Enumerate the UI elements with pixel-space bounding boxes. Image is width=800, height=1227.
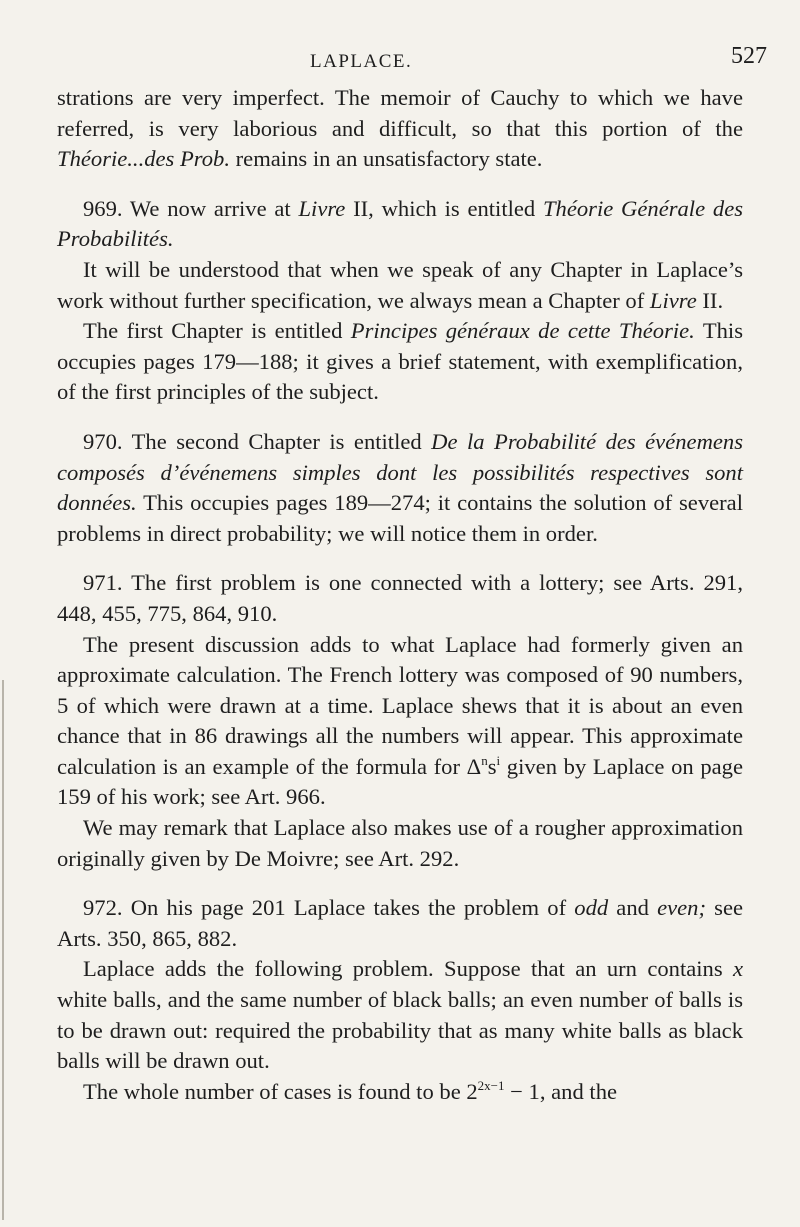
running-title: LAPLACE. xyxy=(310,51,413,72)
article-971: 971. The first problem is one connected with a lottery; see Arts. 291, 448, 455, 775, 864, 910. xyxy=(57,570,743,626)
paragraph-971-b: The present discussion adds to what Laplace had formerly given an approximate calculation. The French lottery was composed of 90 numbers, 5 of which were drawn at a time. Laplace shews that it is about an even chance that in 86 drawings all the numbers will appear. This approximate calculation is an example of the formula for $\Delta^ns^i$ given by Laplace on page 159 of his work; see Art. 966. xyxy=(57,631,744,810)
paragraph-969-c: The first Chapter is entitled Principes généraux de cette Théorie. This occupies pages 179—188; it gives a brief statement, with exemplification, of the first principles of the subject. xyxy=(57,318,743,405)
article-970: 970. The second Chapter is entitled De la Probabilité des événemens composés d’événemens simples dont les possibilités respectives sont données. This occupies pages 189—274; it contains the solution of several problems in direct probability; we will notice them in order. xyxy=(57,428,744,546)
page-number: 527 xyxy=(731,43,767,69)
article-number: 971. xyxy=(83,570,123,596)
body-text xyxy=(57,83,743,1107)
binding-edge-line xyxy=(2,680,4,1220)
article-number: 969. xyxy=(83,195,123,221)
article-969: 969. We now arrive at Livre II, which is entitled Théorie Générale des Probabilités. xyxy=(57,195,744,252)
running-head xyxy=(0,43,800,77)
paragraph-972-c: The whole number of cases is found to be $2^{2x-1} - 1$, and the xyxy=(83,1077,618,1104)
paragraph-971-c: We may remark that Laplace also makes use of a rougher approximation originally given by De Moivre; see Art. 292. xyxy=(57,815,743,871)
article-972: 972. On his page 201 Laplace takes the problem of odd and even; see Arts. 350, 865, 882. xyxy=(57,895,744,951)
paragraph-continued: strations are very imperfect. The memoir of Cauchy to which we have referred, is very laborious and difficult, so that this portion of the Théorie...des Prob. remains in an unsatisfactory state. xyxy=(57,85,743,172)
paragraph-969-b: It will be understood that when we speak of any Chapter in Laplace’s work without further specification, we always mean a Chapter of Livre II. xyxy=(57,256,743,313)
article-number: 970. xyxy=(83,428,123,454)
article-number: 972. xyxy=(83,895,123,921)
paragraph-972-b: Laplace adds the following problem. Suppose that an urn contains x white balls, and the same number of black balls; an even number of balls is to be drawn out: required the probability that as many white balls as black balls will be drawn out. xyxy=(57,956,743,1074)
